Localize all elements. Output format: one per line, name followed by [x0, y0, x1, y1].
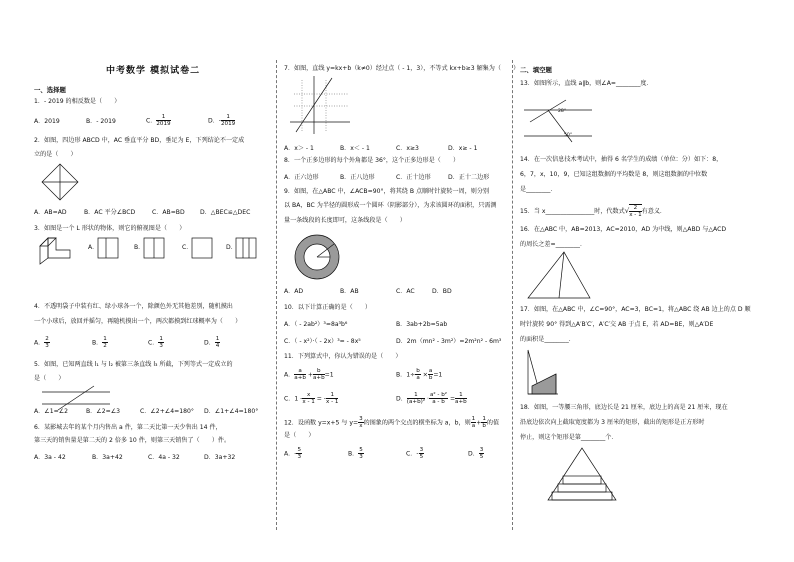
q2-option-b: B．AC 平分∠BCD — [84, 209, 136, 216]
q13-angle-50: 50° — [564, 133, 573, 138]
q13-stem: 13．如图所示，直线 a∥b，则∠A=________度． — [520, 80, 653, 87]
q9-option-b: B．AB — [340, 288, 359, 295]
q10-option-d: D．2m（mn² - 3m²）=2m²n² - 6m³ — [396, 338, 502, 345]
q18-stem-line3: 停止，则这个矩形是第________个． — [520, 434, 618, 441]
q8-option-b: B．正八边形 — [340, 174, 375, 181]
q12-option-b: B． $\frac{5}{3}$ — [348, 447, 363, 460]
q10-option-b: B．3ab+2b=5ab — [396, 321, 448, 328]
q16-stem-line2: 的周长之差=________． — [520, 241, 587, 248]
q7-option-a: A．x＞ - 1 — [284, 145, 314, 152]
q7-stem: 7．如图，直线 y=kx+b（k≠0）经过点（ - 1，3），不等式 kx+b≥3 解集为（ ） — [284, 65, 520, 72]
q7-option-c: C．x≥3 — [396, 145, 419, 152]
q9-option-d: D．BD — [432, 288, 452, 295]
q8-stem: 8．一个正多边形的每个外角都是 36°，这个正多边形是（ ） — [284, 157, 460, 164]
q7-option-b: B．x＜ - 1 — [340, 145, 370, 152]
q6-option-a: A．3a - 42 — [34, 454, 66, 461]
q17-stem-line2: 时针旋转 90° 得到△A′B′C′，A′C′交 AB 于点 E，若 AD=BE，则△A′DE — [520, 321, 714, 328]
q6-option-c: C．4a - 32 — [148, 454, 180, 461]
q2-option-a: A．AB=AD — [34, 209, 67, 216]
q10-option-a: A．（ - 2ab²）³=8a³b⁶ — [284, 321, 348, 328]
q12-option-d: D． $\frac{3}{5}$ — [468, 447, 484, 460]
q18-stem-line1: 18．如图，一等腰三角形，底边长是 21 厘米，底边上的高是 21 厘米，现在 — [520, 404, 728, 411]
q12-stem-line1: 12．设函数 y=x+5 与 y= $\frac{3}{x}$ 的图象的两个交点的横坐标为 a，b，则 $\frac{1}{a}$ + $\frac{1}{b}$ 的值 — [284, 416, 500, 429]
q6-stem-line2: 第三天的销售量是第二天的 2 倍多 10 件，则第三天销售了（ ）件。 — [34, 437, 231, 444]
q2-option-d: D．△BEC≌△DEC — [200, 209, 251, 216]
q12-stem-line2: 是（ ） — [284, 432, 315, 439]
column-divider-1 — [276, 60, 277, 530]
column-middle — [284, 0, 520, 562]
q3-stem: 3．如图是一个 L 形状的物体，则它的俯视图是（ ） — [34, 225, 186, 232]
q7-option-d: D．x≥ - 1 — [448, 145, 478, 152]
q9-stem-line2: 以 BA，BC 为半径的圆形成一个圆环（阴影部分），为求该圆环的面积，只需测 — [284, 202, 497, 209]
section-fill: 二、填空题 — [520, 66, 552, 74]
q11-stem: 11．下列算式中，你认为错误的是（ ） — [284, 353, 402, 360]
q15-stem: 15．当 x________________时，代数式√ $\frac{2}{x - 1}$ 有意义． — [520, 205, 667, 218]
q4-option-c: C． $\frac{1}{3}$ — [148, 336, 163, 349]
q8-option-a: A．正六边形 — [284, 174, 319, 181]
q4-option-b: B． $\frac{1}{2}$ — [92, 336, 107, 349]
q17-stem-line3: 的面积是________． — [520, 336, 575, 343]
section-choice: 一、选择题 — [34, 86, 66, 94]
q14-stem-line1: 14．在一次信息技术考试中，抽得 6 名学生的成绩（单位：分）如下：8， — [520, 156, 723, 163]
q14-stem-line2: 6，7，x，10，9，已知这组数据的平均数是 8，则这组数据的中位数 — [520, 171, 708, 178]
q2-figure-quadrilateral — [40, 162, 80, 204]
q3-option-a-figure — [98, 238, 120, 260]
q1-stem: 1．- 2019 的相反数是（ ） — [34, 98, 121, 105]
q5-option-d: D．∠1+∠4=180° — [204, 408, 259, 415]
q1-option-b: B．- 2019 — [86, 118, 116, 125]
q8-option-d: D．正十二边形 — [448, 174, 490, 181]
q5-option-c: C．∠2+∠4=180° — [140, 408, 194, 415]
q18-figure-triangle-rectangles — [546, 446, 620, 502]
q5-option-b: B．∠2=∠3 — [86, 408, 121, 415]
column-right — [520, 0, 766, 562]
q12-option-a: A．- $\frac{5}{3}$ — [284, 447, 302, 460]
q17-stem-line1: 17．如图，在△ABC 中，∠C=90°，AC=3，BC=1，将△ABC 绕 AB 边上的点 D 顺 — [520, 306, 751, 313]
q3-option-d-figure — [236, 238, 258, 260]
q12-option-c: C．- $\frac{3}{5}$ — [406, 447, 424, 460]
q16-stem-line1: 16．在△ABC 中，AB=2013，AC=2010，AD 为中线，则△ABD 与△ACD — [520, 226, 727, 233]
q5-option-a: A．∠1=∠2 — [34, 408, 69, 415]
q1-option-d: D．- $\frac{1}{2019}$ — [208, 114, 236, 127]
q4-stem-line1: 4．不透明袋子中装有红、绿小球各一个，除颜色外无其他差别，随机摸出 — [34, 303, 233, 310]
q2-stem-line2: 立的是（ ） — [34, 151, 77, 158]
q11-option-d: D． $\frac{1}{\text{(a+b)²}}$ · $\frac{\text{a² - b²}}{a - b}$ = $\frac{1}{a+b}$ — [396, 392, 467, 405]
page-title: 中考数学 模拟试卷二 — [106, 66, 201, 76]
q3-option-d: D． — [226, 244, 237, 251]
q9-stem-line1: 9．如图，在△ABC 中，∠ACB=90°，将其绕 B 点顺时针旋转一周，则分别 — [284, 188, 490, 195]
q10-option-c: C．（ - x²）·（ - 2x）³= - 8x⁵ — [284, 338, 361, 345]
q7-figure-line-graph — [290, 76, 352, 136]
q9-figure-annulus — [294, 234, 340, 280]
q9-stem-line3: 量一条线段的长度即可，这条线段是（ ） — [284, 217, 406, 224]
q6-option-d: D．3a+32 — [204, 454, 236, 461]
q4-option-d: D． $\frac{1}{4}$ — [204, 336, 220, 349]
q11-option-b: B．1÷ $\frac{b}{a}$ × $\frac{a}{b}$ =1 — [396, 368, 443, 381]
q3-option-b: B． — [134, 244, 145, 251]
q17-figure-rotation — [526, 346, 560, 398]
q10-stem: 10．以下计算正确的是（ ） — [284, 304, 371, 311]
q13-figure-parallel-lines — [524, 96, 594, 144]
q5-stem-line2: 是（ ） — [34, 375, 65, 382]
q2-stem-line1: 2．如图，四边形 ABCD 中，AC 垂直平分 BD，垂足为 E，下列结论不一定成 — [34, 137, 245, 144]
q4-option-a: A． $\frac{2}{3}$ — [34, 336, 49, 349]
q9-option-c: C．AC — [396, 288, 415, 295]
q16-figure-triangle — [524, 250, 594, 300]
q5-stem-line1: 5．如图，已知两直线 l₁ 与 l₂ 被第三条直线 l₃ 所截，下列等式一定成立的 — [34, 361, 233, 368]
q6-stem-line1: 6．某影城去年的某个月内售出 a 件，第二天比第一天少售出 14 件， — [34, 424, 222, 431]
q13-angle-28: 28° — [558, 109, 567, 114]
q3-option-a: A． — [88, 244, 99, 251]
q9-option-a: A．AD — [284, 288, 304, 295]
column-divider-2 — [512, 60, 513, 530]
q3-option-b-figure — [144, 238, 166, 260]
q1-option-c: C． $\frac{1}{2019}$ — [146, 114, 171, 127]
q3-option-c-figure — [192, 238, 214, 260]
q2-option-c: C．AB=BD — [152, 209, 185, 216]
q14-stem-line3: 是________． — [520, 186, 557, 193]
q11-option-a: A． $\frac{a}{a+b}$ + $\frac{b}{a+b}$ =1 — [284, 368, 334, 381]
q3-figure-l-shape — [40, 236, 74, 264]
q11-option-c: C．1 - $\frac{x}{x - 1}$ = - $\frac{1}{x - 1}$ — [284, 392, 339, 405]
q4-stem-line2: 一个小球后，放回并摇匀，再随机摸出一个，两次都摸到红球概率为（ ） — [34, 318, 242, 325]
q3-option-c: C． — [182, 244, 193, 251]
q18-stem-line2: 沿底边依次向上截取宽度都为 3 厘米的矩形，截出的矩形是正方形时 — [520, 419, 705, 426]
q1-option-a: A．2019 — [34, 118, 60, 125]
column-left — [34, 0, 268, 562]
q5-figure-parallel-lines — [42, 386, 112, 410]
q6-option-b: B．3a+42 — [92, 454, 123, 461]
q8-option-c: C．正十边形 — [396, 174, 431, 181]
